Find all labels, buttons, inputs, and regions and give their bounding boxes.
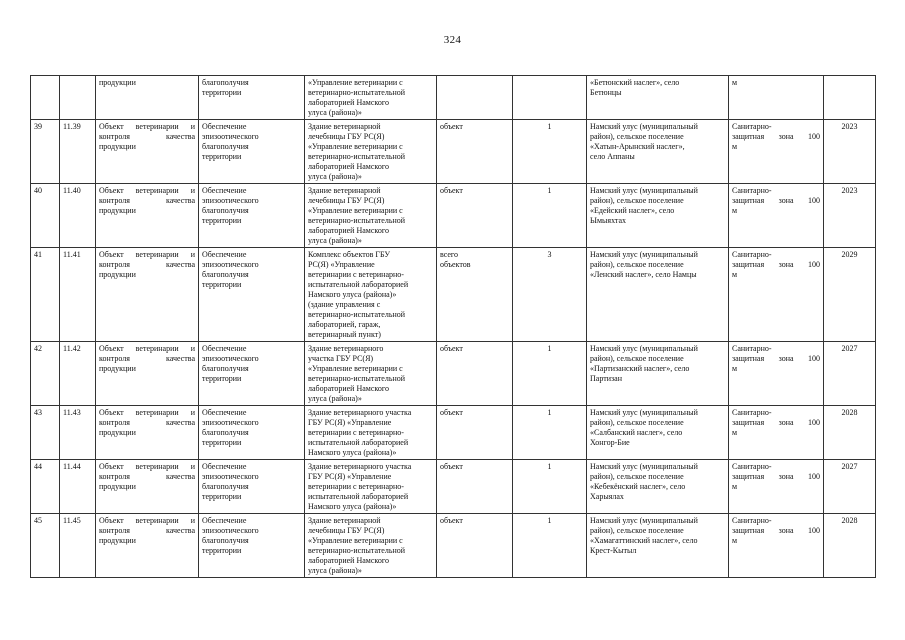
cell-year: 2023: [824, 120, 876, 184]
cell-unit-line: объектов: [440, 260, 471, 269]
cell-object-line: улуса (района)»: [308, 566, 362, 575]
cell-num: 43: [31, 406, 60, 460]
cell-location-line: Намский улус (муниципальный: [590, 250, 698, 259]
cell-zone-line: защитная зона 100: [732, 196, 820, 205]
cell-object-line: испытательной лабораторией: [308, 492, 409, 501]
cell-location: [587, 120, 729, 184]
cell-object-line: ветеринарно-испытательной: [308, 216, 406, 225]
cell-location-line: Харыялах: [590, 492, 624, 501]
cell-year: [824, 76, 876, 120]
page-number: 324: [443, 34, 462, 46]
cell-qty: 1: [513, 514, 587, 578]
cell-purpose-line: эпизоотического: [202, 132, 259, 141]
cell-zone-line: м: [732, 482, 738, 491]
cell-location-line: «Кебекёнский наслег», село: [590, 482, 686, 491]
cell-location: [587, 406, 729, 460]
cell-object: [305, 120, 437, 184]
cell-code: 11.45: [60, 514, 96, 578]
cell-zone-line: м: [732, 270, 738, 279]
cell-object-line: ветеринарии с ветеринарно-: [308, 428, 404, 437]
cell-purpose: [199, 514, 305, 578]
cell-object-line: Здание ветеринарной: [308, 122, 381, 131]
cell-purpose-line: благополучия: [202, 364, 249, 373]
cell-object-line: участка ГБУ РС(Я): [308, 354, 374, 363]
cell-object-line: лабораторией Намского: [308, 98, 389, 107]
cell-purpose-line: эпизоотического: [202, 472, 259, 481]
cell-unit: [437, 76, 513, 120]
cell-object-line: лабораторией Намского: [308, 226, 389, 235]
cell-purpose-line: эпизоотического: [202, 418, 259, 427]
cell-name-line: Объект ветеринарии и: [99, 516, 195, 525]
cell-unit: [437, 342, 513, 406]
cell-name: [96, 460, 199, 514]
cell-object-line: ветеринарно-испытательной: [308, 310, 406, 319]
cell-unit: [437, 184, 513, 248]
cell-object-line: «Управление ветеринарии с: [308, 536, 403, 545]
cell-object-line: Здание ветеринарного участка: [308, 408, 412, 417]
cell-object-line: «Управление ветеринарии с: [308, 142, 403, 151]
cell-object-line: ветеринарно-испытательной: [308, 546, 406, 555]
cell-zone: [729, 76, 824, 120]
cell-qty: 1: [513, 406, 587, 460]
cell-object-line: лабораторией Намского: [308, 384, 389, 393]
cell-object-line: ГБУ РС(Я) «Управление: [308, 472, 392, 481]
cell-location-line: Намский улус (муниципальный: [590, 516, 698, 525]
cell-location-line: «Хамагаттинский наслег», село: [590, 536, 698, 545]
cell-object-line: ГБУ РС(Я) «Управление: [308, 418, 392, 427]
cell-num: 42: [31, 342, 60, 406]
cell-location: [587, 184, 729, 248]
cell-zone-line: Санитарно-: [732, 516, 772, 525]
cell-object-line: испытательной лабораторией: [308, 280, 409, 289]
table-row: [31, 184, 876, 248]
facilities-table: [30, 75, 876, 578]
cell-name: [96, 120, 199, 184]
cell-zone: [729, 184, 824, 248]
table-row: [31, 248, 876, 342]
cell-location-line: Бетюнцы: [590, 88, 622, 97]
cell-purpose-line: Обеспечение: [202, 344, 247, 353]
table-row: [31, 120, 876, 184]
cell-location-line: Хонгор-Бие: [590, 438, 630, 447]
cell-code: 11.43: [60, 406, 96, 460]
cell-purpose-line: территории: [202, 280, 242, 289]
cell-zone: [729, 342, 824, 406]
cell-purpose: [199, 460, 305, 514]
cell-object-line: Намского улуса (района)»: [308, 448, 397, 457]
cell-name-line: контроля качества: [99, 260, 195, 269]
cell-name-line: контроля качества: [99, 354, 195, 363]
cell-purpose-line: благополучия: [202, 270, 249, 279]
cell-location-line: Намский улус (муниципальный: [590, 186, 698, 195]
cell-object: [305, 342, 437, 406]
cell-object-line: Намского улуса (района)»: [308, 502, 397, 511]
cell-purpose-line: благополучия: [202, 78, 249, 87]
cell-purpose-line: территории: [202, 374, 242, 383]
cell-purpose-line: эпизоотического: [202, 260, 259, 269]
cell-name-line: продукции: [99, 482, 136, 491]
cell-zone: [729, 406, 824, 460]
cell-location-line: Намский улус (муниципальный: [590, 122, 698, 131]
cell-purpose-line: Обеспечение: [202, 250, 247, 259]
cell-qty: 1: [513, 342, 587, 406]
cell-object-line: Здание ветеринарной: [308, 186, 381, 195]
cell-purpose: [199, 406, 305, 460]
cell-purpose: [199, 184, 305, 248]
cell-location-line: «Хатын-Арынский наслег»,: [590, 142, 685, 151]
cell-zone-line: Санитарно-: [732, 408, 772, 417]
cell-zone-line: Санитарно-: [732, 462, 772, 471]
cell-zone-line: м: [732, 206, 738, 215]
cell-zone: [729, 120, 824, 184]
cell-name: [96, 406, 199, 460]
cell-location-line: район), сельское поселение: [590, 472, 684, 481]
cell-name-line: контроля качества: [99, 472, 195, 481]
cell-year: 2028: [824, 406, 876, 460]
cell-object: [305, 184, 437, 248]
cell-object-line: «Управление ветеринарии с: [308, 78, 403, 87]
cell-zone-line: м: [732, 364, 738, 373]
cell-purpose-line: территории: [202, 88, 242, 97]
cell-code: 11.42: [60, 342, 96, 406]
cell-location-line: «Салбанский наслег», село: [590, 428, 683, 437]
cell-location-line: Ымыяхтах: [590, 216, 627, 225]
cell-zone-line: защитная зона 100: [732, 354, 820, 363]
cell-name: [96, 342, 199, 406]
cell-qty: 3: [513, 248, 587, 342]
cell-name-line: контроля качества: [99, 526, 195, 535]
cell-name-line: контроля качества: [99, 418, 195, 427]
cell-name-line: продукции: [99, 270, 136, 279]
cell-location: [587, 460, 729, 514]
cell-qty: 1: [513, 184, 587, 248]
cell-name-line: Объект ветеринарии и: [99, 186, 195, 195]
cell-name-line: продукции: [99, 428, 136, 437]
cell-unit-line: объект: [440, 186, 463, 195]
cell-name-line: контроля качества: [99, 132, 195, 141]
cell-object-line: Здание ветеринарного участка: [308, 462, 412, 471]
cell-name: [96, 184, 199, 248]
cell-unit: [437, 406, 513, 460]
cell-zone-line: защитная зона 100: [732, 132, 820, 141]
cell-location-line: «Ленский наслег», село Намцы: [590, 270, 697, 279]
cell-year: 2028: [824, 514, 876, 578]
cell-purpose-line: территории: [202, 492, 242, 501]
cell-name: [96, 514, 199, 578]
cell-num: [31, 76, 60, 120]
cell-num: 41: [31, 248, 60, 342]
cell-object-line: Намского улуса (района)»: [308, 290, 397, 299]
cell-code: [60, 76, 96, 120]
cell-year: 2027: [824, 342, 876, 406]
cell-object-line: лабораторией Намского: [308, 162, 389, 171]
cell-purpose: [199, 342, 305, 406]
cell-unit-line: объект: [440, 516, 463, 525]
table-row: [31, 342, 876, 406]
cell-object-line: Комплекс объектов ГБУ: [308, 250, 391, 259]
cell-object-line: «Управление ветеринарии с: [308, 206, 403, 215]
cell-object-line: ветеринарно-испытательной: [308, 374, 406, 383]
cell-object: [305, 406, 437, 460]
cell-qty: [513, 76, 587, 120]
cell-location-line: Намский улус (муниципальный: [590, 462, 698, 471]
cell-location-line: «Бетюнский наслег», село: [590, 78, 680, 87]
cell-zone-line: м: [732, 142, 738, 151]
cell-object: [305, 248, 437, 342]
cell-object-line: РС(Я) «Управление: [308, 260, 375, 269]
cell-location: [587, 342, 729, 406]
cell-purpose-line: благополучия: [202, 142, 249, 151]
cell-name: [96, 76, 199, 120]
cell-location-line: район), сельское поселение: [590, 260, 684, 269]
cell-zone-line: защитная зона 100: [732, 260, 820, 269]
table-body: [31, 76, 876, 578]
cell-object-line: ветеринарии с ветеринарно-: [308, 270, 404, 279]
cell-purpose-line: эпизоотического: [202, 354, 259, 363]
cell-object-line: (здание управления с: [308, 300, 381, 309]
cell-purpose-line: территории: [202, 216, 242, 225]
cell-location-line: Крест-Кытыл: [590, 546, 637, 555]
cell-zone: [729, 514, 824, 578]
cell-location-line: Партизан: [590, 374, 622, 383]
cell-purpose-line: территории: [202, 152, 242, 161]
cell-zone-line: м: [732, 536, 738, 545]
cell-location: [587, 76, 729, 120]
cell-unit-line: всего: [440, 250, 459, 259]
cell-zone: [729, 460, 824, 514]
cell-object-line: ветеринарный пункт): [308, 330, 381, 339]
cell-purpose-line: благополучия: [202, 482, 249, 491]
cell-object-line: улуса (района)»: [308, 108, 362, 117]
cell-name-line: Объект ветеринарии и: [99, 250, 195, 259]
cell-location: [587, 514, 729, 578]
cell-location-line: Намский улус (муниципальный: [590, 408, 698, 417]
cell-object-line: лабораторией, гараж,: [308, 320, 381, 329]
cell-location: [587, 248, 729, 342]
cell-name-line: продукции: [99, 78, 136, 87]
cell-zone: [729, 248, 824, 342]
cell-unit: [437, 120, 513, 184]
cell-location-line: «Партизанский наслег», село: [590, 364, 690, 373]
cell-object-line: лабораторией Намского: [308, 556, 389, 565]
cell-zone-line: Санитарно-: [732, 122, 772, 131]
cell-purpose-line: эпизоотического: [202, 196, 259, 205]
cell-location-line: район), сельское поселение: [590, 354, 684, 363]
cell-year: 2023: [824, 184, 876, 248]
cell-object-line: лечебницы ГБУ РС(Я): [308, 526, 385, 535]
cell-code: 11.40: [60, 184, 96, 248]
cell-location-line: район), сельское поселение: [590, 132, 684, 141]
cell-location-line: район), сельское поселение: [590, 418, 684, 427]
cell-object-line: улуса (района)»: [308, 394, 362, 403]
cell-name-line: продукции: [99, 206, 136, 215]
cell-purpose: [199, 76, 305, 120]
cell-object-line: лечебницы ГБУ РС(Я): [308, 196, 385, 205]
cell-object-line: улуса (района)»: [308, 172, 362, 181]
cell-object-line: улуса (района)»: [308, 236, 362, 245]
cell-location-line: «Едейский наслег», село: [590, 206, 675, 215]
cell-zone-line: защитная зона 100: [732, 472, 820, 481]
cell-name-line: контроля качества: [99, 196, 195, 205]
cell-purpose-line: Обеспечение: [202, 462, 247, 471]
cell-purpose-line: территории: [202, 546, 242, 555]
cell-object-line: Здание ветеринарного: [308, 344, 384, 353]
cell-object: [305, 514, 437, 578]
cell-name-line: Объект ветеринарии и: [99, 344, 195, 353]
cell-location-line: район), сельское поселение: [590, 526, 684, 535]
cell-zone-line: защитная зона 100: [732, 526, 820, 535]
cell-qty: 1: [513, 460, 587, 514]
cell-zone-line: Санитарно-: [732, 250, 772, 259]
cell-unit-line: объект: [440, 408, 463, 417]
cell-code: 11.44: [60, 460, 96, 514]
cell-unit-line: объект: [440, 344, 463, 353]
cell-name-line: Объект ветеринарии и: [99, 462, 195, 471]
cell-year: 2027: [824, 460, 876, 514]
table-row: [31, 406, 876, 460]
cell-num: 45: [31, 514, 60, 578]
cell-qty: 1: [513, 120, 587, 184]
cell-zone-line: защитная зона 100: [732, 418, 820, 427]
cell-purpose-line: эпизоотического: [202, 526, 259, 535]
cell-num: 44: [31, 460, 60, 514]
cell-purpose-line: благополучия: [202, 206, 249, 215]
cell-object-line: Здание ветеринарной: [308, 516, 381, 525]
cell-zone-line: Санитарно-: [732, 186, 772, 195]
cell-object: [305, 76, 437, 120]
cell-purpose-line: Обеспечение: [202, 186, 247, 195]
cell-code: 11.39: [60, 120, 96, 184]
cell-name-line: продукции: [99, 364, 136, 373]
cell-object-line: ветеринарии с ветеринарно-: [308, 482, 404, 491]
cell-unit: [437, 248, 513, 342]
cell-object-line: ветеринарно-испытательной: [308, 152, 406, 161]
cell-purpose-line: Обеспечение: [202, 122, 247, 131]
cell-name-line: продукции: [99, 536, 136, 545]
table-row: [31, 514, 876, 578]
cell-object-line: испытательной лабораторией: [308, 438, 409, 447]
cell-purpose: [199, 248, 305, 342]
cell-unit: [437, 514, 513, 578]
table-row-continuation: [31, 76, 876, 120]
cell-num: 39: [31, 120, 60, 184]
cell-unit-line: объект: [440, 462, 463, 471]
cell-name-line: Объект ветеринарии и: [99, 122, 195, 131]
cell-object-line: «Управление ветеринарии с: [308, 364, 403, 373]
cell-unit-line: объект: [440, 122, 463, 131]
cell-purpose: [199, 120, 305, 184]
cell-zone-line: м: [732, 78, 738, 87]
cell-purpose-line: территории: [202, 438, 242, 447]
cell-location-line: село Аппаны: [590, 152, 635, 161]
cell-object: [305, 460, 437, 514]
cell-zone-line: Санитарно-: [732, 344, 772, 353]
cell-purpose-line: Обеспечение: [202, 408, 247, 417]
table-row: [31, 460, 876, 514]
cell-purpose-line: Обеспечение: [202, 516, 247, 525]
cell-name: [96, 248, 199, 342]
cell-purpose-line: благополучия: [202, 428, 249, 437]
cell-unit: [437, 460, 513, 514]
cell-object-line: ветеринарно-испытательной: [308, 88, 406, 97]
cell-name-line: Объект ветеринарии и: [99, 408, 195, 417]
cell-location-line: Намский улус (муниципальный: [590, 344, 698, 353]
cell-num: 40: [31, 184, 60, 248]
cell-zone-line: м: [732, 428, 738, 437]
cell-object-line: лечебницы ГБУ РС(Я): [308, 132, 385, 141]
cell-code: 11.41: [60, 248, 96, 342]
cell-name-line: продукции: [99, 142, 136, 151]
cell-purpose-line: благополучия: [202, 536, 249, 545]
cell-year: 2029: [824, 248, 876, 342]
cell-location-line: район), сельское поселение: [590, 196, 684, 205]
